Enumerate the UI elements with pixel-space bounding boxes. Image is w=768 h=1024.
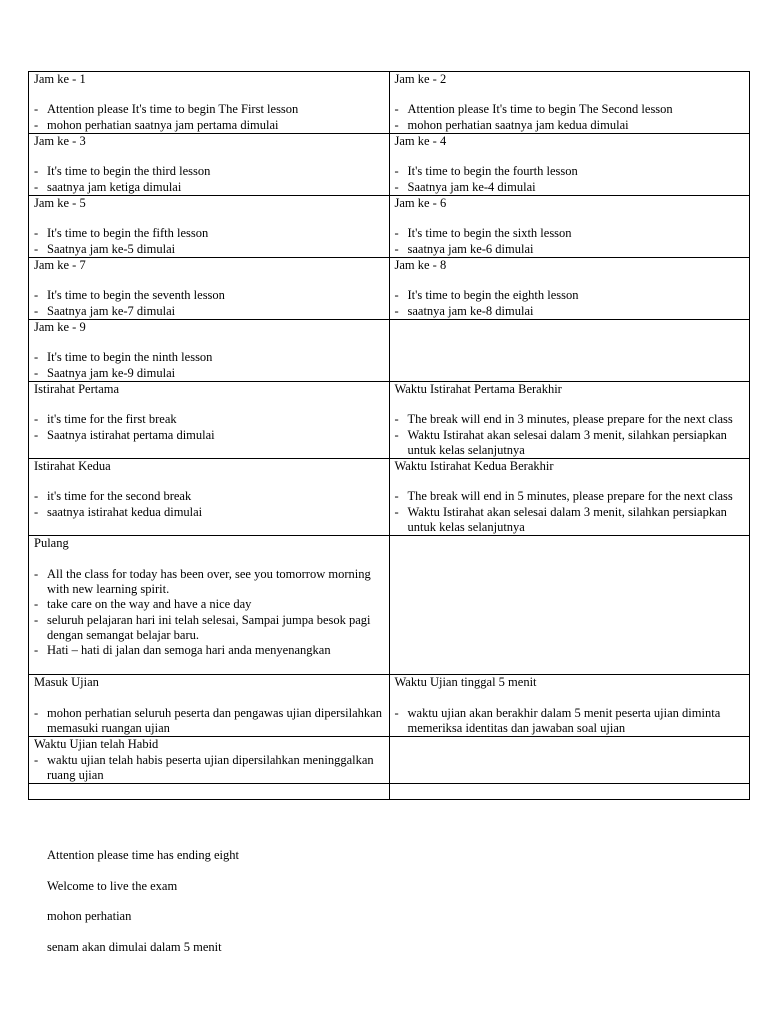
list-item: - mohon perhatian seluruh peserta dan pengawas ujian dipersilahkan memasuki ruangan ujian xyxy=(34,706,389,737)
table-cell xyxy=(29,382,390,459)
list-item: - All the class for today has been over, see you tomorrow morning with new learning spirit. xyxy=(34,567,389,598)
list-item: - Hati – hati di jalan dan semoga hari anda menyenangkan xyxy=(34,643,389,658)
item-list xyxy=(395,164,750,195)
item-list xyxy=(34,412,389,443)
item-list xyxy=(34,164,389,195)
item-list xyxy=(395,102,750,133)
cell-title: Jam ke - 5 xyxy=(34,196,86,210)
cell-title: Jam ke - 1 xyxy=(34,72,86,86)
table-row xyxy=(29,675,750,737)
list-item: - It's time to begin the sixth lesson xyxy=(395,226,750,241)
list-item: - It's time to begin the fourth lesson xyxy=(395,164,750,179)
list-item: - Attention please It's time to begin The First lesson xyxy=(34,102,389,117)
cell-title: Istirahat Kedua xyxy=(34,459,111,474)
cell-title: Masuk Ujian xyxy=(34,675,99,690)
cell-title: Waktu Istirahat Kedua Berakhir xyxy=(394,459,554,474)
table-row xyxy=(29,258,750,320)
table-cell xyxy=(29,196,390,258)
list-item: - It's time to begin the ninth lesson xyxy=(34,350,389,365)
table-cell xyxy=(389,382,750,459)
table-cell xyxy=(389,459,750,536)
table-row xyxy=(29,72,750,134)
list-item: - waktu ujian telah habis peserta ujian dipersilahkan meninggalkan ruang ujian xyxy=(34,753,389,784)
table-cell xyxy=(29,675,390,737)
list-item: - mohon perhatian saatnya jam kedua dimulai xyxy=(395,118,750,133)
table-cell-empty xyxy=(389,784,750,800)
cell-title: Jam ke - 2 xyxy=(394,72,447,86)
table-row xyxy=(29,134,750,196)
table-cell xyxy=(389,134,750,196)
table-cell xyxy=(29,459,390,536)
table-row xyxy=(29,196,750,258)
item-list xyxy=(34,753,389,784)
table-cell xyxy=(29,258,390,320)
table-row xyxy=(29,737,750,784)
cell-title: Waktu Ujian tinggal 5 menit xyxy=(394,675,537,690)
table-cell xyxy=(29,134,390,196)
table-row xyxy=(29,320,750,382)
cell-title: Waktu Ujian telah Habid xyxy=(34,737,159,752)
note-line: Attention please time has ending eight xyxy=(47,848,239,862)
list-item: - seluruh pelajaran hari ini telah selesai, Sampai jumpa besok pagi dengan semangat belajar baru. xyxy=(34,613,389,644)
table-cell xyxy=(389,72,750,134)
cell-title: Waktu Istirahat Pertama Berakhir xyxy=(394,382,562,396)
item-list xyxy=(395,226,750,257)
table-cell xyxy=(29,320,390,382)
schedule-table xyxy=(28,71,750,800)
item-list xyxy=(34,102,389,133)
cell-title: Istirahat Pertama xyxy=(34,382,120,396)
item-list xyxy=(34,489,389,520)
note-line: Welcome to live the exam xyxy=(47,878,178,893)
cell-title: Jam ke - 9 xyxy=(34,320,86,334)
item-list xyxy=(34,288,389,319)
list-item: - it's time for the second break xyxy=(34,489,389,504)
list-item: - It's time to begin the eighth lesson xyxy=(395,288,750,303)
list-item: - The break will end in 3 minutes, please prepare for the next class xyxy=(395,412,750,427)
table-cell-empty xyxy=(389,320,750,382)
list-item: - saatnya istirahat kedua dimulai xyxy=(34,505,389,520)
cell-title: Jam ke - 8 xyxy=(394,258,447,272)
table-row xyxy=(29,382,750,459)
list-item: - Saatnya jam ke-4 dimulai xyxy=(395,180,750,195)
cell-title: Jam ke - 3 xyxy=(34,134,86,148)
item-list xyxy=(395,288,750,319)
item-list xyxy=(395,412,750,458)
list-item: - Waktu Istirahat akan selesai dalam 3 menit, silahkan persiapkan untuk kelas selanjutnya xyxy=(395,428,750,459)
table-cell xyxy=(29,737,390,784)
notes-section xyxy=(47,848,239,970)
item-list xyxy=(34,706,389,737)
list-item: - Waktu Istirahat akan selesai dalam 3 menit, silahkan persiapkan untuk kelas selanjutnya xyxy=(395,505,750,536)
list-item: - Saatnya jam ke-7 dimulai xyxy=(34,304,389,319)
list-item: - The break will end in 5 minutes, please prepare for the next class xyxy=(395,489,750,504)
cell-title: Jam ke - 6 xyxy=(394,196,447,210)
item-list xyxy=(395,706,750,737)
table-cell xyxy=(29,72,390,134)
list-item: - it's time for the first break xyxy=(34,412,389,427)
table-cell-empty xyxy=(389,737,750,784)
list-item: - saatnya jam ke-6 dimulai xyxy=(395,242,750,257)
list-item: - It's time to begin the third lesson xyxy=(34,164,389,179)
table-cell-empty xyxy=(29,784,390,800)
list-item: - take care on the way and have a nice day xyxy=(34,597,389,612)
cell-title: Pulang xyxy=(34,536,69,551)
table-row xyxy=(29,459,750,536)
list-item: - It's time to begin the fifth lesson xyxy=(34,226,389,241)
list-item: - saatnya jam ke-8 dimulai xyxy=(395,304,750,319)
table-cell xyxy=(389,675,750,737)
list-item: - It's time to begin the seventh lesson xyxy=(34,288,389,303)
table-row-empty xyxy=(29,784,750,800)
item-list xyxy=(395,489,750,535)
list-item: - Saatnya jam ke-9 dimulai xyxy=(34,366,389,381)
cell-title: Jam ke - 4 xyxy=(394,134,447,148)
item-list xyxy=(34,226,389,257)
list-item: - mohon perhatian saatnya jam pertama dimulai xyxy=(34,118,389,133)
list-item: - Attention please It's time to begin The Second lesson xyxy=(395,102,750,117)
cell-title: Jam ke - 7 xyxy=(34,258,86,272)
note-line: mohon perhatian xyxy=(47,909,132,923)
table-row xyxy=(29,536,750,675)
table-cell xyxy=(389,258,750,320)
list-item: - Saatnya jam ke-5 dimulai xyxy=(34,242,389,257)
table-cell xyxy=(389,196,750,258)
note-line: senam akan dimulai dalam 5 menit xyxy=(47,939,222,954)
list-item: - Saatnya istirahat pertama dimulai xyxy=(34,428,389,443)
table-cell-empty xyxy=(389,536,750,675)
list-item: - saatnya jam ketiga dimulai xyxy=(34,180,389,195)
list-item: - waktu ujian akan berakhir dalam 5 menit peserta ujian diminta memeriksa identitas dan jawaban soal ujian xyxy=(395,706,750,737)
item-list xyxy=(34,350,389,381)
item-list xyxy=(34,567,389,659)
table-cell xyxy=(29,536,390,675)
